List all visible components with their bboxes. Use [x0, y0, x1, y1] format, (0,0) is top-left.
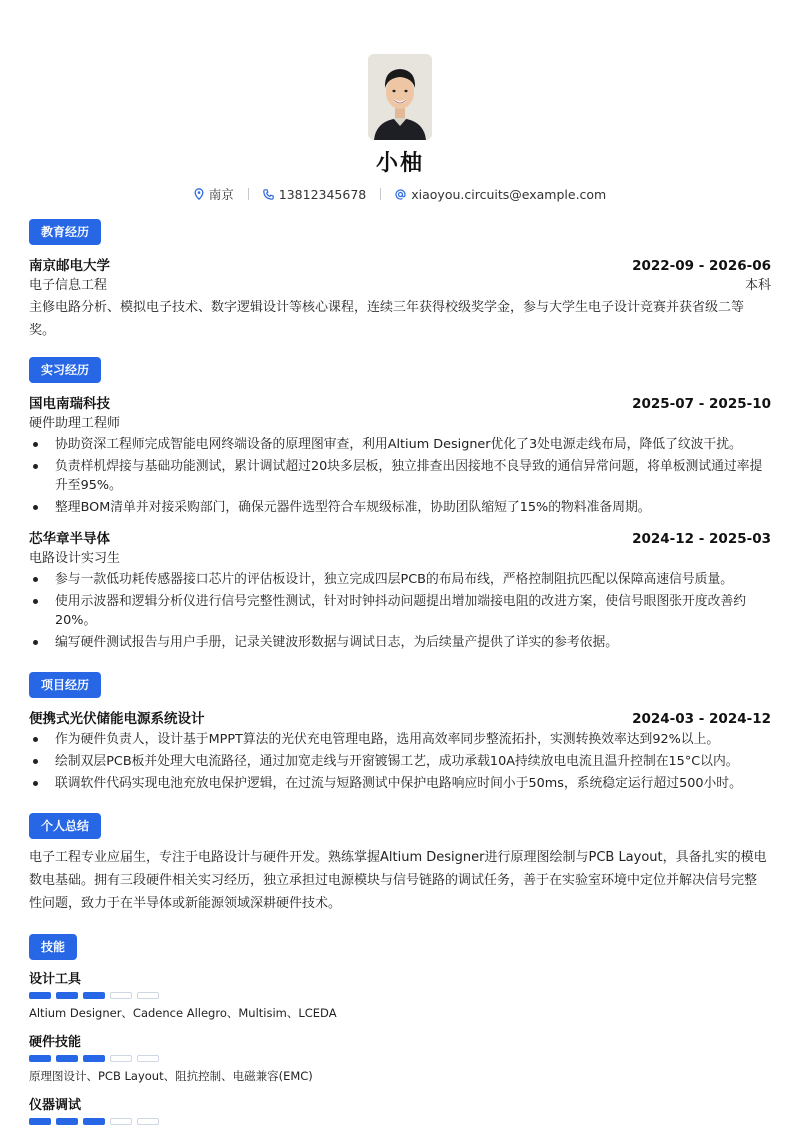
resume-header [0, 0, 800, 203]
skill-level-segment [56, 992, 78, 999]
list-item: 负责样机焊接与基础功能测试，累计调试超过20块多层板，独立排查出因接地不良导致的通信异常问题，将单板测试通过率提升至95%。 [29, 457, 771, 495]
section-title-education: 教育经历 [29, 219, 101, 245]
project-section [29, 672, 771, 796]
skill-level-segment [56, 1055, 78, 1062]
email-text[interactable]: xiaoyou.circuits@example.com [411, 186, 607, 202]
phone-icon [263, 189, 274, 200]
skill-level [29, 1118, 771, 1125]
skill-level-segment [110, 1118, 132, 1125]
skill-name: 设计工具 [29, 972, 82, 987]
skill-level-segment [29, 1055, 51, 1062]
summary-line: 数电基础。拥有三段硬件相关实习经历，独立承担过电源模块与信号链路的调试任务，善于在实验室环境中定位并解决信号完整 [29, 873, 758, 888]
list-item: 绘制双层PCB板并处理大电流路径，通过加宽走线与开窗镀锡工艺，成功承载10A持续放电电流且温升控制在15°C以内。 [29, 752, 771, 771]
job-role: 电路设计实习生 [29, 551, 121, 566]
education-desc-line: 主修电路分析、模拟电子技术、数字逻辑设计等核心课程，连续三年获得校级奖学金，参与大学生电子设计竞赛并获省级二等 [29, 300, 745, 315]
skill-level [29, 992, 771, 999]
internship-bullets [29, 570, 771, 652]
phone-text[interactable]: 13812345678 [278, 186, 367, 202]
skill-level-segment [29, 992, 51, 999]
skill-name: 仪器调试 [29, 1098, 82, 1113]
internship-bullets [29, 435, 771, 517]
skill-description: Altium Designer、Cadence Allegro、Multisim、LCEDA [29, 1006, 337, 1020]
education-header [29, 254, 771, 274]
list-item: 协助资深工程师完成智能电网终端设备的原理图审查，利用Altium Designer优化了3处电源走线布局，降低了纹波干扰。 [29, 435, 771, 454]
company-name: 国电南瑞科技 [29, 396, 110, 412]
skill-description: 原理图设计、PCB Layout、阻抗控制、电磁兼容(EMC) [29, 1069, 313, 1083]
education-desc-line: 奖。 [29, 323, 56, 338]
contact-divider [248, 188, 249, 200]
skill-level-segment [110, 1055, 132, 1062]
skill-item [29, 1094, 771, 1125]
skill-level-segment [29, 1118, 51, 1125]
location-pin-icon [194, 188, 204, 200]
skills-section [29, 934, 771, 1125]
candidate-name: 小柚 [375, 151, 424, 176]
section-title-internship: 实习经历 [29, 357, 101, 383]
company-name: 芯华章半导体 [29, 531, 110, 547]
skill-level [29, 1055, 771, 1062]
contact-divider [380, 188, 381, 200]
list-item: 联调软件代码实现电池充放电保护逻辑，在过流与短路测试中保护电路响应时间小于50ms，系统稳定运行超过500小时。 [29, 774, 771, 793]
summary-section [29, 813, 771, 915]
skill-level-segment [137, 1055, 159, 1062]
education-date: 2022-09 - 2026-06 [632, 258, 771, 274]
degree: 本科 [744, 278, 771, 293]
at-icon [395, 189, 406, 200]
skill-level-segment [83, 1118, 105, 1125]
section-title-summary: 个人总结 [29, 813, 101, 839]
contact-line [0, 185, 800, 203]
section-title-project: 项目经历 [29, 672, 101, 698]
list-item: 作为硬件负责人，设计基于MPPT算法的光伏充电管理电路，选用高效率同步整流拓扑，实测转换效率达到92%以上。 [29, 730, 771, 749]
internship-date: 2025-07 - 2025-10 [632, 396, 771, 412]
education-description [29, 296, 771, 342]
education-detail [29, 274, 771, 293]
internship-header [29, 527, 771, 547]
skill-item [29, 968, 771, 1021]
education-section [29, 219, 771, 342]
project-date: 2024-03 - 2024-12 [632, 711, 771, 727]
list-item: 使用示波器和逻辑分析仪进行信号完整性测试，针对时钟抖动问题提出增加端接电阻的改进方案，使信号眼图张开度改善约20%。 [29, 592, 771, 630]
school-name: 南京邮电大学 [29, 258, 110, 274]
project-header [29, 707, 771, 727]
person-portrait-icon [368, 54, 432, 140]
project-bullets [29, 730, 771, 793]
location-text: 南京 [208, 187, 234, 202]
skill-level-segment [56, 1118, 78, 1125]
summary-line: 性问题，致力于在半导体或新能源领域深耕硬件技术。 [29, 896, 342, 911]
list-item: 参与一款低功耗传感器接口芯片的评估板设计，独立完成四层PCB的布局布线，严格控制阻抗匹配以保障高速信号质量。 [29, 570, 771, 589]
contact-email [395, 187, 606, 202]
internship-section [29, 357, 771, 655]
section-title-skills: 技能 [29, 934, 77, 960]
list-item: 编写硬件测试报告与用户手册，记录关键波形数据与调试日志，为后续量产提供了详实的参考依据。 [29, 633, 771, 652]
project-name: 便携式光伏储能电源系统设计 [29, 711, 205, 727]
internship-date: 2024-12 - 2025-03 [632, 531, 771, 547]
skill-level-segment [83, 992, 105, 999]
list-item: 整理BOM清单并对接采购部门，确保元器件选型符合车规级标准，协助团队缩短了15%的物料准备周期。 [29, 498, 771, 517]
skill-name: 硬件技能 [29, 1035, 82, 1050]
avatar [368, 54, 432, 140]
skill-level-segment [110, 992, 132, 999]
skill-level-segment [137, 1118, 159, 1125]
contact-phone [263, 187, 366, 202]
job-role: 硬件助理工程师 [29, 416, 121, 431]
summary-text [29, 846, 771, 915]
skill-level-segment [83, 1055, 105, 1062]
skill-level-segment [137, 992, 159, 999]
major: 电子信息工程 [29, 278, 108, 293]
skill-item [29, 1031, 771, 1084]
internship-header [29, 392, 771, 412]
summary-line: 电子工程专业应届生，专注于电路设计与硬件开发。熟练掌握Altium Designer进行原理图绘制与PCB Layout，具备扎实的模电 [29, 850, 767, 865]
contact-location [194, 185, 234, 203]
